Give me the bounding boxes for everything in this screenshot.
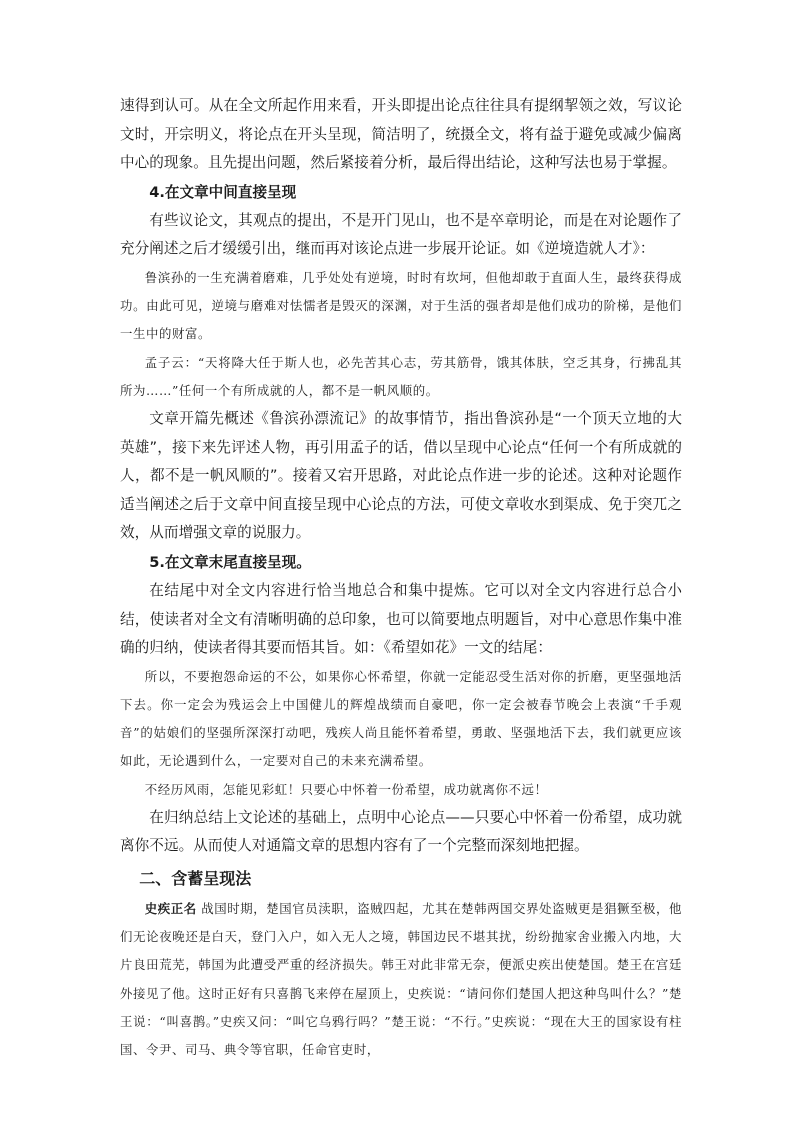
section-heading-implicit: 二、含蓄呈现法: [139, 868, 252, 888]
heading-end-presentation: 5.在文章末尾直接呈现。: [149, 553, 311, 571]
quote-rainbow: 不经历风雨，怎能见彩虹！只要心中怀着一份希望，成功就离你不远！: [144, 781, 548, 797]
paragraph-opening: 速得到认可。从在全文所起作用来看，开头即提出论点往往具有提纲挈领之效，写议论文时，开宗明义，将论点在开头呈现，简洁明了，统摄全文，将有益于避免或减少偏离中心的现象。且先提出问题，然后紧接着分析，最后得出结论，这种写法也易于掌握。: [120, 97, 682, 172]
story-shiji-zhengming: [120, 895, 682, 1064]
story-text: 战国时期，楚国官员渎职，盗贼四起，尤其在楚韩两国交界处盗贼更是猖獗至极，他们无论夜晚还是白天，登门入户，如入无人之境，韩国边民不堪其扰，纷纷抛家舍业搬入内地，大片良田荒芜，韩国为此遭受严重的经济损失。韩王对此非常无奈，便派史疾出使楚国。楚王在宫廷外接见了他。这时正好有只喜鹊飞来停在屋顶上，史疾说：“请问你们楚国人把这种鸟叫什么？”楚王说：“叫喜鹊。”史疾又问：“叫它乌鸦行吗？”楚王说：“不行。”史疾说：“现在大王的国家设有柱国、令尹、司马、典令等官职，任命官吏时，: [120, 900, 682, 1057]
page-content: [120, 92, 682, 1064]
story-title: 史疾正名: [144, 900, 197, 916]
paragraph-end-intro: 在结尾中对全文内容进行恰当地总合和集中提炼。它可以对全文内容进行总合小结，使读者对全文有清晰明确的总印象，也可以简要地点明题旨，对中心意思作集中准确的归纳，使读者得其要而悟其旨。如：《希望如花》一文的结尾：: [120, 581, 682, 657]
heading-middle-presentation: 4.在文章中间直接呈现: [149, 183, 297, 201]
quote-mencius: 孟子云：“天将降大任于斯人也，必先苦其心志，劳其筋骨，饿其体肤，空乏其身，行拂乱其所为……”任何一个有所成就的人，都不是一帆风顺的。: [120, 354, 682, 398]
quote-robinson: 鲁滨孙的一生充满着磨难，几乎处处有逆境，时时有坎坷，但他却敢于直面人生，最终获得成功。由此可见，逆境与磨难对怯懦者是毁灭的深渊，对于生活的强者却是他们成功的阶梯，是他们一生中的财富。: [120, 269, 682, 342]
paragraph-middle-intro: 有些议论文，其观点的提出，不是开门见山，也不是卒章明论，而是在对论题作了充分阐述之后才缓缓引出，继而再对该论点进一步展开论证。如《逆境造就人才》：: [120, 211, 682, 258]
paragraph-middle-analysis: 文章开篇先概述《鲁滨孙漂流记》的故事情节，指出鲁滨孙是“一个顶天立地的大英雄”，接下来先评述人物，再引用孟子的话，借以呈现中心论点“任何一个有所成就的人，都不是一帆风顺的”。接着又宕开思路，对此论点作进一步的论述。这种对论题作适当阐述之后于文章中间直接呈现中心论点的方法，可使文章收水到渠成、免于突兀之效，从而增强文章的说服力。: [120, 409, 682, 542]
quote-hope-like-flower: 所以，不要抱怨命运的不公，如果你心怀希望，你就一定能忍受生活对你的折磨，更坚强地活下去。你一定会为残运会上中国健儿的辉煌战绩而自豪吧，你一定会被春节晚会上表演“千手观音”的姑娘们的坚强所深深打动吧，残疾人尚且能怀着希望，勇敢、坚强地活下去，我们就更应该如此，无论遇到什么，一定要对自己的未来充满希望。: [120, 668, 682, 769]
paragraph-end-analysis: 在归纳总结上文论述的基础上，点明中心论点——只要心中怀着一份希望，成功就离你不远。从而使人对通篇文章的思想内容有了一个完整而深刻地把握。: [120, 808, 682, 855]
